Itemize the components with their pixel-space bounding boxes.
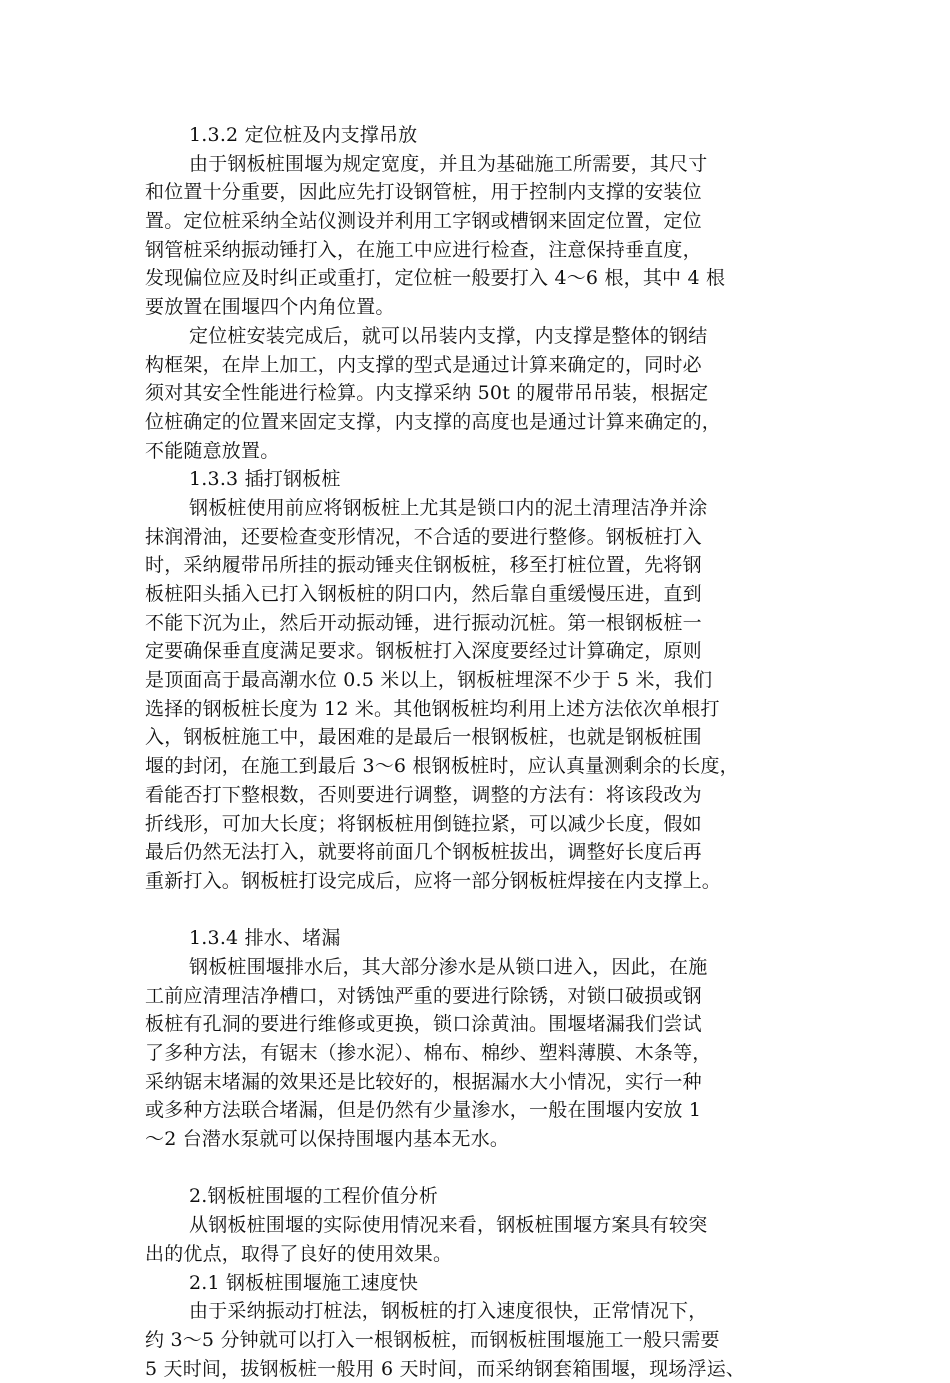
text-line: 最后仍然无法打入，就要将前面几个钢板桩拔出，调整好长度后再 [145, 841, 702, 864]
text-line: 约 3～5 分钟就可以打入一根钢板桩，而钢板桩围堰施工一般只需要 [145, 1328, 720, 1351]
section-heading-1-3-4: 1.3.4 排水、堵漏 [189, 927, 341, 950]
text-line: 重新打入。钢板桩打设完成后，应将一部分钢板桩焊接在内支撑上。 [145, 869, 722, 892]
text-line: 折线形，可加大长度；将钢板桩用倒链拉紧，可以减少长度，假如 [145, 812, 702, 835]
text-line: 不能随意放置。 [145, 439, 280, 462]
text-line: 堰的封闭，在施工到最后 3～6 根钢板桩时，应认真量测剩余的长度， [145, 755, 739, 778]
text-line: 由于采纳振动打桩法，钢板桩的打入速度很快，正常情况下， [189, 1300, 708, 1323]
text-line: 须对其安全性能进行检算。内支撑采纳 50t 的履带吊吊装，根据定 [145, 382, 709, 405]
text-line: 采纳锯末堵漏的效果还是比较好的，根据漏水大小情况，实行一种 [145, 1070, 702, 1093]
text-line: 由于钢板桩围堰为规定宽度，并且为基础施工所需要，其尺寸 [189, 152, 708, 175]
text-line: 发现偏位应及时纠正或重打，定位桩一般要打入 4～6 根，其中 4 根 [145, 267, 726, 290]
text-line: 了多种方法，有锯末（掺水泥）、棉布、棉纱、塑料薄膜、木条等， [145, 1042, 712, 1064]
text-line: 抹润滑油，还要检查变形情况，不合适的要进行整修。钢板桩打入 [145, 525, 702, 548]
paragraph-driving-sheet-piles [145, 494, 810, 896]
text-line: 钢板桩围堰排水后，其大部分渗水是从锁口进入，因此，在施 [189, 955, 708, 978]
text-line: 选择的钢板桩长度为 12 米。其他钢板桩均利用上述方法依次单根打 [145, 697, 720, 720]
text-line: 定位桩安装完成后，就可以吊装内支撑，内支撑是整体的钢结 [189, 324, 708, 347]
text-line: 或多种方法联合堵漏，但是仍然有少量渗水，一般在围堰内安放 1 [145, 1099, 702, 1122]
text-line: 不能下沉为止，然后开动振动锤，进行振动沉桩。第一根钢板桩一 [145, 611, 702, 634]
document-body [145, 121, 810, 1383]
text-line: 出的优点，取得了良好的使用效果。 [145, 1242, 453, 1265]
section-heading-1-3-2: 1.3.2 定位桩及内支撑吊放 [189, 124, 418, 146]
text-line: 置。定位桩采纳全站仪测设并利用工字钢或槽钢来固定位置，定位 [145, 210, 702, 233]
text-line: 定要确保垂直度满足要求。钢板桩打入深度要经过计算确定，原则 [145, 640, 702, 663]
text-line: 要放置在围堰四个内角位置。 [145, 296, 395, 319]
text-line: 工前应清理洁净槽口，对锈蚀严重的要进行除锈，对锁口破损或钢 [145, 984, 702, 1007]
text-line: 板桩有孔洞的要进行维修或更换，锁口涂黄油。围堰堵漏我们尝试 [145, 1013, 702, 1036]
paragraph-construction-speed [145, 1297, 810, 1383]
text-line: 入，钢板桩施工中，最困难的是最后一根钢板桩，也就是钢板桩围 [145, 726, 702, 749]
section-heading-2-1: 2.1 钢板桩围堰施工速度快 [189, 1271, 419, 1294]
text-line: 板桩阳头插入已打入钢板桩的阴口内，然后靠自重缓慢压进，直到 [145, 583, 702, 605]
blank-line [145, 896, 810, 925]
text-line: 钢板桩使用前应将钢板桩上尤其是锁口内的泥土清理洁净并涂 [189, 496, 708, 519]
paragraph-engineering-value [145, 1211, 810, 1268]
text-line: ～2 台潜水泵就可以保持围堰内基本无水。 [145, 1128, 510, 1151]
paragraph-drainage-leak-sealing [145, 953, 810, 1154]
text-line: 看能否打下整根数，否则要进行调整，调整的方法有：将该段改为 [145, 783, 702, 806]
text-line: 钢管桩采纳振动锤打入，在施工中应进行检查，注意保持垂直度， [145, 238, 702, 261]
paragraph-positioning-piles [145, 150, 810, 322]
paragraph-inner-support [145, 322, 810, 465]
text-line: 时，采纳履带吊所挂的振动锤夹住钢板桩，移至打桩位置，先将钢 [145, 554, 702, 577]
text-line: 5 天时间，拔钢板桩一般用 6 天时间，而采纳钢套箱围堰，现场浮运、 [145, 1357, 746, 1380]
text-line: 是顶面高于最高潮水位 0.5 米以上，钢板桩埋深不少于 5 米，我们 [145, 669, 713, 692]
text-line: 位桩确定的位置来固定支撑，内支撑的高度也是通过计算来确定的， [145, 410, 722, 433]
text-line: 构框架，在岸上加工，内支撑的型式是通过计算来确定的，同时必 [145, 353, 702, 376]
blank-line [145, 1154, 810, 1183]
text-line: 和位置十分重要，因此应先打设钢管桩，用于控制内支撑的安装位 [145, 181, 702, 204]
section-heading-1-3-3: 1.3.3 插打钢板桩 [189, 468, 341, 491]
section-heading-2: 2.钢板桩围堰的工程价值分析 [189, 1185, 438, 1208]
text-line: 从钢板桩围堰的实际使用情况来看，钢板桩围堰方案具有较突 [189, 1214, 708, 1237]
